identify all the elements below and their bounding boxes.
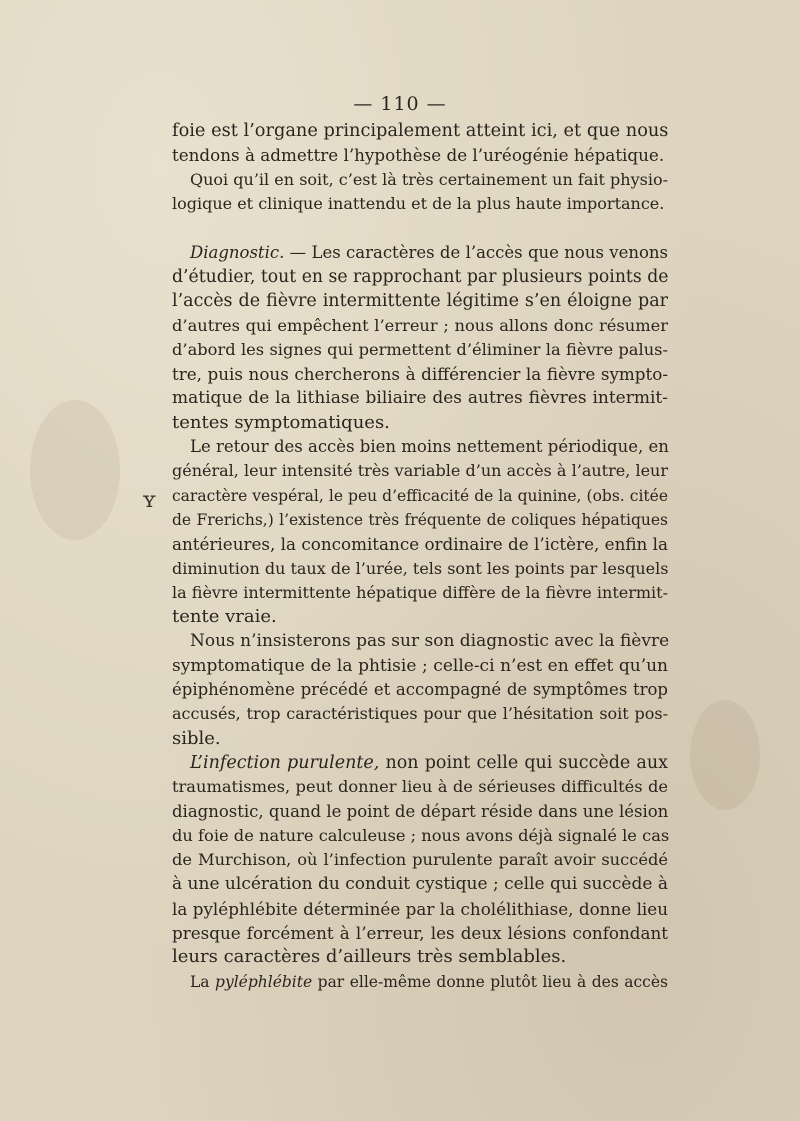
text-line [172, 775, 668, 799]
text-run: tente vraie. [172, 606, 277, 628]
text-line [172, 508, 668, 532]
text-run: accusés, trop caractéristiques pour que l’hésitation soit pos- [172, 704, 668, 724]
text-line [172, 484, 668, 508]
text-line [172, 192, 668, 216]
page-number: — 110 — [353, 93, 447, 115]
text-run: symptomatique de la phtisie ; celle-ci n’est en effet qu’un [172, 655, 668, 676]
text-run: la fièvre intermittente hépatique diffère de la fièvre intermit- [172, 582, 668, 602]
text-line [172, 848, 668, 872]
text-run: d’autres qui empêchent l’erreur ; nous allons donc résumer [172, 315, 668, 335]
text-run: Le retour des accès bien moins nettement périodique, en [190, 437, 669, 457]
text-line [172, 411, 668, 435]
text-run: presque forcément à l’erreur, les deux lésions confondant [172, 923, 668, 943]
text-line [172, 824, 668, 848]
text-line [172, 605, 668, 629]
text-run: tre, puis nous chercherons à différencier la fièvre sympto- [172, 364, 668, 385]
text-line [172, 751, 668, 775]
text-run: l’accès de fièvre intermittente légitime s’en éloigne par [172, 291, 668, 312]
italic-term: L’infection purulente, [190, 752, 380, 773]
text-run: la pyléphlébite déterminée par la cholélithiase, donne lieu [172, 898, 668, 919]
text-line [172, 532, 668, 556]
text-line [172, 581, 668, 605]
text-run: non point celle qui succède aux [379, 752, 669, 773]
text-run: d’étudier, tout en se rapprochant par plusieurs points de [172, 266, 669, 287]
text-run: par elle-même donne plutôt lieu à des accès [312, 972, 668, 991]
text-run: tendons à admettre l’hypothèse de l’uréogénie hépatique. [172, 145, 665, 166]
text-run: épiphénomène précédé et accompagné de symptômes trop [172, 680, 668, 700]
text-line [172, 872, 668, 896]
text-run: antérieures, la concomitance ordinaire de l’ictère, enfin la [172, 534, 668, 555]
paper-stain [30, 400, 120, 540]
text-line [172, 459, 668, 483]
text-run: diagnostic, quand le point de départ réside dans une lésion [172, 801, 669, 821]
text-run: diminution du taux de l’urée, tels sont les points par lesquels [172, 558, 669, 578]
text-run: matique de la lithiase biliaire des autres fièvres intermit- [172, 388, 668, 409]
text-run: Quoi qu’il en soit, c’est là très certainement un fait physio- [190, 169, 668, 189]
text-line [172, 362, 668, 386]
text-line [172, 168, 668, 192]
text-line [172, 265, 668, 289]
text-run: logique et clinique inattendu et de la plus haute importance. [172, 193, 665, 213]
text-run: à une ulcération du conduit cystique ; celle qui succède à [172, 874, 668, 895]
text-line [172, 678, 668, 702]
text-run: général, leur intensité très variable d’un accès à l’autre, leur [172, 461, 668, 481]
text-run: traumatismes, peut donner lieu à de sérieuses difficultés de [172, 777, 668, 797]
text-line [172, 921, 668, 945]
text-line [172, 945, 668, 969]
text-line [172, 119, 668, 143]
italic-term: pyléphlébite [215, 972, 313, 991]
paper-stain [690, 700, 760, 810]
text-line [172, 386, 668, 410]
text-run: foie est l’organe principalement atteint ici, et que nous [172, 121, 669, 141]
text-line [172, 727, 668, 751]
text-run: — Les caractères de l’accès que nous venons [284, 242, 668, 262]
text-line [172, 654, 668, 678]
text-line [172, 702, 668, 726]
text-run: Nous n’insisterons pas sur son diagnostic avec la fièvre [190, 631, 670, 652]
text-line [172, 241, 668, 265]
text-run: de Frerichs,) l’existence très fréquente de coliques hépatiques [172, 510, 668, 529]
text-run: caractère vespéral, le peu d’efficacité de la quinine, (obs. citée [172, 486, 668, 505]
margin-pencil-mark: ʏ [142, 488, 157, 513]
text-run: de Murchison, où l’infection purulente paraît avoir succédé [172, 850, 668, 870]
text-line [172, 338, 668, 362]
text-run: sible. [172, 727, 221, 749]
text-line [172, 435, 668, 459]
text-line [172, 897, 668, 921]
text-line [172, 289, 668, 313]
text-line [172, 314, 668, 338]
body-text [172, 119, 668, 994]
text-line [172, 143, 668, 167]
text-run: leurs caractères d’ailleurs très semblables. [172, 946, 567, 968]
italic-term: Diagnostic. [190, 242, 285, 262]
text-run: La [190, 972, 216, 991]
text-run: d’abord les signes qui permettent d’éliminer la fièvre palus- [172, 339, 668, 359]
text-line [172, 629, 668, 653]
text-line [172, 800, 668, 824]
text-run: tentes symptomatiques. [172, 411, 390, 433]
text-line [172, 557, 668, 581]
paragraph-gap [172, 216, 668, 241]
text-line [172, 970, 668, 994]
text-run: du foie de nature calculeuse ; nous avons déjà signalé le cas [172, 825, 670, 845]
